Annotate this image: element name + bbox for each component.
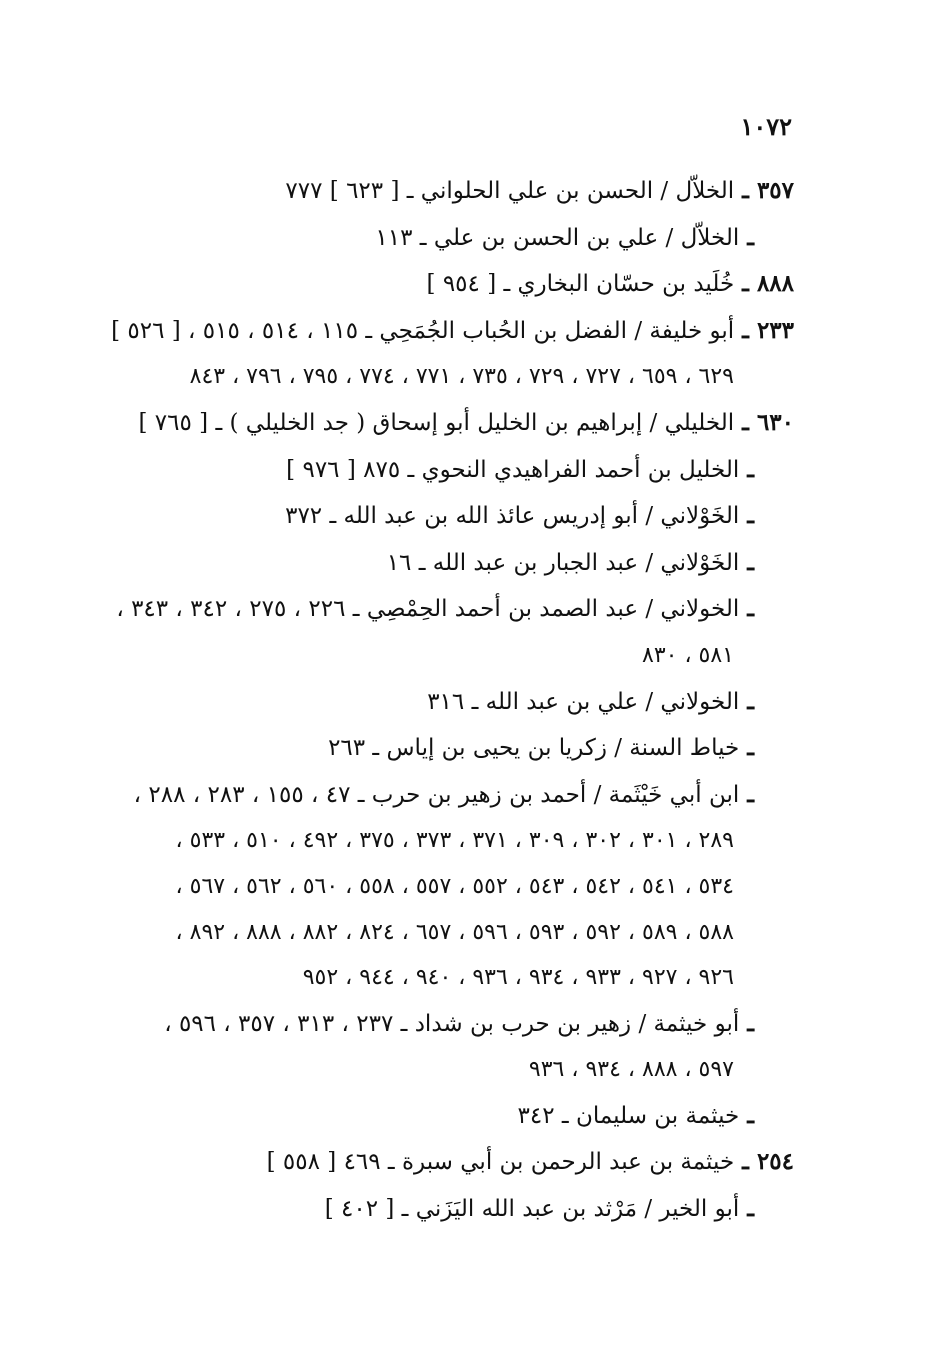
entry-continuation: ٢٨٩ ، ٣٠١ ، ٣٠٢ ، ٣٠٩ ، ٣٧١ ، ٣٧٣ ، ٣٧٥ ، ٤٩٢ ، ٥١٠ ، ٥٣٣ ، — [175, 828, 734, 854]
entry-number: ٨٨٨ — [756, 270, 794, 298]
entry-text: الخلاّل / علي بن الحسن بن علي ـ ١١٣ — [375, 224, 740, 251]
entry-continuation: ٥٨٨ ، ٥٨٩ ، ٥٩٢ ، ٥٩٣ ، ٥٩٦ ، ٦٥٧ ، ٨٢٤ ، ٨٨٢ ، ٨٨٨ ، ٨٩٢ ، — [175, 919, 734, 945]
entry-text: الخولاني / علي بن عبد الله ـ ٣١٦ — [427, 688, 740, 715]
entry-dash: ـ — [739, 223, 754, 251]
entry-dash: ـ — [739, 1195, 754, 1223]
index-entry — [108, 1093, 794, 1140]
entry-text: الخولاني / عبد الصمد بن أحمد الحِمْصِي ـ ٢٢٦ ، ٢٧٥ ، ٣٤٢ ، ٣٤٣ ، — [116, 596, 740, 623]
entry-text: الخلاّل / الحسن بن علي الحلواني ـ [ ٦٢٣ ] ٧٧٧ — [285, 178, 735, 204]
entry-text: أبو خليفة / الفضل بن الحُباب الجُمَحِي ـ ١١٥ ، ٥١٤ ، ٥١٥ ، [ ٥٢٦ ] — [111, 317, 735, 344]
entry-dash: ـ — [739, 455, 754, 483]
index-entry — [108, 261, 794, 308]
entry-continuation: ٥٩٧ ، ٨٨٨ ، ٩٣٤ ، ٩٣٦ — [528, 1057, 734, 1083]
entry-text: الخليلي / إبراهيم بن الخليل أبو إسحاق ( جد الخليلي ) ـ [ ٧٦٥ ] — [138, 409, 735, 436]
index-entry — [108, 679, 794, 726]
entry-dash: ـ — [739, 1009, 754, 1037]
entry-text: أبو الخير / مَرْثد بن عبد الله اليَزَني ـ [ ٤٠٢ ] — [324, 1196, 740, 1223]
entry-dash: ـ — [734, 177, 757, 204]
entry-text: أبو خيثمة / زهير بن حرب بن شداد ـ ٢٣٧ ، ٣١٣ ، ٣٥٧ ، ٥٩٦ ، — [164, 1010, 740, 1037]
index-entry — [108, 400, 794, 447]
entry-text: الخليل بن أحمد الفراهيدي النحوي ـ ٨٧٥ [ ٩٧٦ ] — [286, 456, 740, 483]
entry-text: خُلَيد بن حسّان البخاري ـ [ ٩٥٤ ] — [426, 271, 735, 298]
entry-dash: ـ — [734, 270, 757, 298]
entry-text: خياط السنة / زكريا بن يحيى بن إياس ـ ٢٦٣ — [328, 735, 740, 762]
index-entry — [108, 215, 794, 262]
index-entry — [108, 1139, 794, 1186]
index-entry — [108, 1001, 794, 1048]
index-entry — [108, 586, 794, 633]
index-entry-list — [108, 168, 794, 1233]
entry-number: ٣٥٧ — [756, 177, 794, 204]
index-entry — [108, 308, 794, 355]
index-entry — [108, 168, 794, 215]
index-entry — [108, 540, 794, 587]
entry-dash: ـ — [739, 1101, 754, 1129]
index-entry — [108, 725, 794, 772]
entry-dash: ـ — [734, 1148, 757, 1176]
entry-text: الخَوْلاني / عبد الجبار بن عبد الله ـ ١٦ — [386, 549, 740, 576]
entry-number: ٢٣٣ — [756, 316, 794, 344]
page-number: ١٠٧٢ — [740, 112, 792, 141]
entry-dash: ـ — [739, 548, 754, 576]
entry-continuation: ٦٢٩ ، ٦٥٩ ، ٧٢٧ ، ٧٢٩ ، ٧٣٥ ، ٧٧١ ، ٧٧٤ ، ٧٩٥ ، ٧٩٦ ، ٨٤٣ — [189, 364, 734, 390]
entry-dash: ـ — [734, 316, 757, 344]
index-entry — [108, 772, 794, 819]
entry-text: خيثمة بن عبد الرحمن بن أبي سبرة ـ ٤٦٩ [ ٥٥٨ ] — [266, 1149, 735, 1176]
entry-number: ٢٥٤ — [756, 1148, 794, 1176]
entry-dash: ـ — [739, 502, 754, 530]
entry-dash: ـ — [739, 595, 754, 623]
entry-dash: ـ — [739, 734, 754, 762]
entry-continuation: ٥٣٤ ، ٥٤١ ، ٥٤٢ ، ٥٤٣ ، ٥٥٢ ، ٥٥٧ ، ٥٥٨ ، ٥٦٠ ، ٥٦٢ ، ٥٦٧ ، — [175, 873, 734, 899]
index-entry — [108, 447, 794, 494]
entry-text: الخَوْلاني / أبو إدريس عائذ الله بن عبد الله ـ ٣٧٢ — [285, 503, 740, 530]
index-entry — [108, 493, 794, 540]
entry-continuation: ٩٢٦ ، ٩٢٧ ، ٩٣٣ ، ٩٣٤ ، ٩٣٦ ، ٩٤٠ ، ٩٤٤ ، ٩٥٢ — [302, 965, 734, 991]
entry-dash: ـ — [739, 780, 754, 808]
entry-continuation: ٥٨١ ، ٨٣٠ — [642, 642, 734, 668]
entry-dash: ـ — [734, 408, 757, 436]
entry-dash: ـ — [739, 687, 754, 715]
entry-text: ابن أبي خَيْثَمة / أحمد بن زهير بن حرب ـ ٤٧ ، ١٥٥ ، ٢٨٣ ، ٢٨٨ ، — [133, 781, 740, 808]
entry-text: خيثمة بن سليمان ـ ٣٤٢ — [517, 1102, 740, 1129]
entry-number: ٦٣٠ — [756, 408, 794, 436]
index-entry — [108, 1186, 794, 1233]
